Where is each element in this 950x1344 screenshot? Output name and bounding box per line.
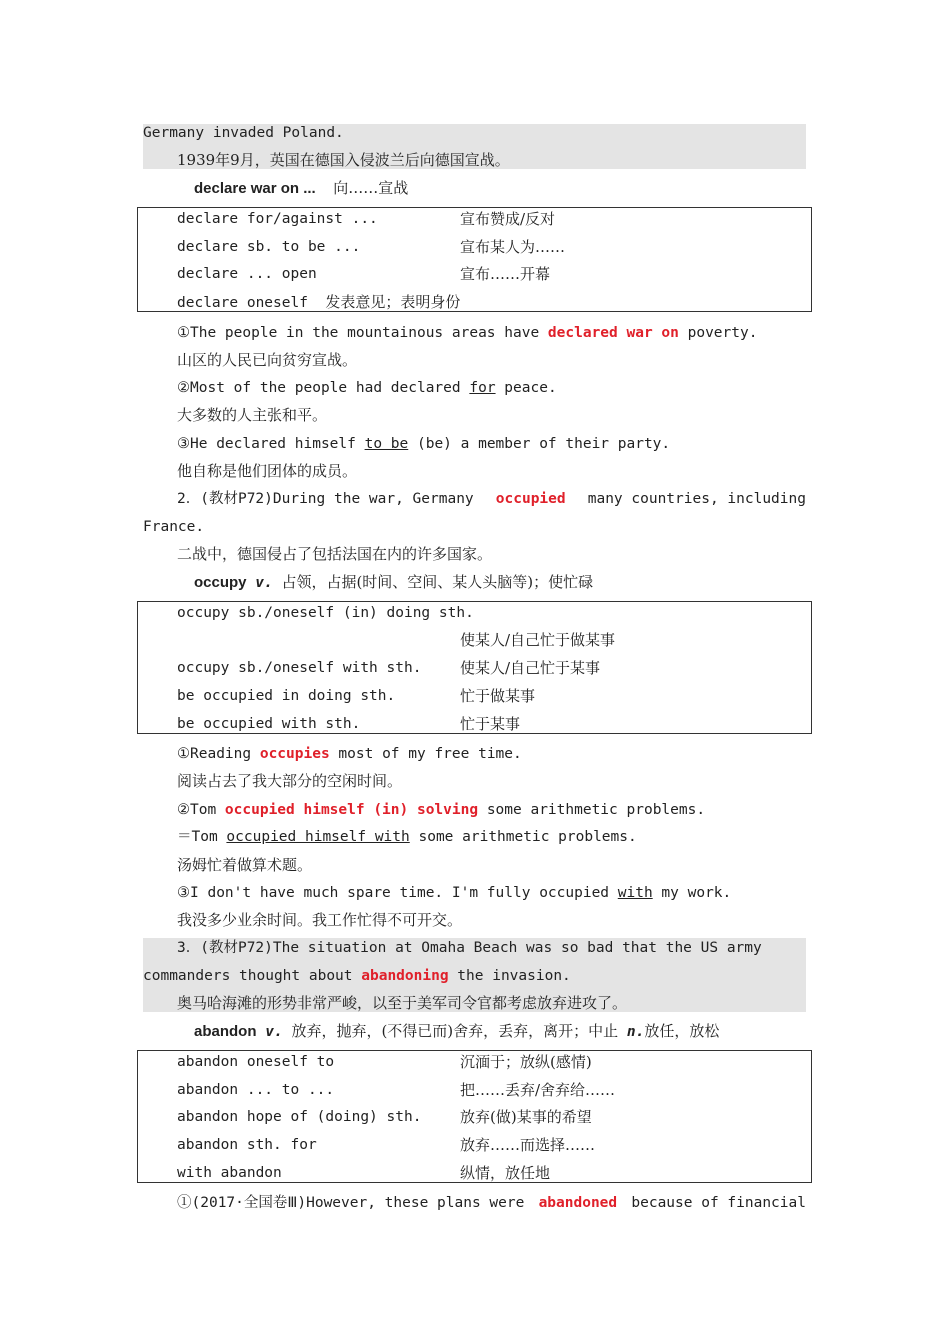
sentence-fragment: ①The people in the mountainous areas have <box>177 325 548 341</box>
sentence-fragment: peace. <box>495 380 557 396</box>
example-translation: 阅读占去了我大部分的空闲时间。 <box>177 772 403 790</box>
item-2-translation: 二战中，德国侵占了包括法国在内的许多国家。 <box>177 545 493 563</box>
highlight: declared war on <box>547 325 679 341</box>
example-sentence <box>177 1193 806 1213</box>
box-meaning: 放弃……而选择…… <box>460 1136 596 1154</box>
phrase-meaning: 向……宣战 <box>333 179 409 197</box>
box-phrase: with abandon <box>177 1165 282 1181</box>
headword: abandon <box>194 1023 257 1040</box>
sentence-fragment: ②Tom <box>177 802 225 818</box>
blank-answer: occupied himself with <box>226 829 410 845</box>
box-meaning: 忙于做某事 <box>460 687 536 705</box>
highlight: occupies <box>259 746 330 762</box>
box-phrase: declare ... open <box>177 266 317 282</box>
sentence-fragment: poverty. <box>678 325 758 341</box>
box-meaning: 使某人/自己忙于做某事 <box>460 631 616 649</box>
part-of-speech: v. <box>255 575 273 591</box>
blank-answer: with <box>617 885 653 901</box>
sentence-fragment: most of my free time. <box>329 746 522 762</box>
sentence-fragment: some arithmetic problems. <box>478 802 706 818</box>
word-meaning: 放任，放松 <box>644 1022 720 1040</box>
box-meaning: 沉湎于；放纵(感情) <box>460 1053 592 1071</box>
example-sentence <box>177 800 705 820</box>
box-meaning: 忙于某事 <box>460 715 521 733</box>
part-of-speech: n. <box>626 1024 645 1040</box>
sentence-fragment: my work. <box>652 885 732 901</box>
sentence-fragment: ③I don't have much spare time. I'm fully occupied <box>177 885 618 901</box>
example-sentence <box>177 744 522 764</box>
sentence-fragment: (be) a member of their party. <box>408 436 671 452</box>
box-meaning: 把……丢弃/舍弃给…… <box>460 1081 616 1099</box>
example-sentence <box>177 883 731 903</box>
box-meaning: 宣布赞成/反对 <box>460 210 556 228</box>
sentence-fragment: ①Reading <box>177 746 260 762</box>
box-phrase: abandon hope of (doing) sth. <box>177 1109 422 1125</box>
sentence-fragment: ③He declared himself <box>177 436 365 452</box>
box-phrase: be occupied with sth. <box>177 716 361 732</box>
example-sentence <box>177 827 637 847</box>
phrase-keyword: declare war on ... <box>194 180 316 197</box>
box-meaning: 发表意见；表明身份 <box>325 293 461 311</box>
example-sentence <box>177 434 670 454</box>
highlight: abandoned <box>538 1195 618 1211</box>
blank-answer: to be <box>364 436 409 452</box>
item-2-continuation: France. <box>143 519 205 535</box>
sentence-fragment: the invasion. <box>448 968 571 984</box>
box-phrase: abandon ... to ... <box>177 1082 335 1098</box>
sentence-fragment: because of financial <box>622 1195 806 1211</box>
part-of-speech: v. <box>265 1024 283 1040</box>
item-3-sentence: 3．(教材P72)The situation at Omaha Beach was so bad that the US army <box>177 940 762 956</box>
sentence-fragment: 2．(教材P72)During the war, Germany <box>177 491 483 507</box>
box-phrase: be occupied in doing sth. <box>177 688 396 704</box>
item-2-sentence <box>177 489 806 509</box>
intro-english: Germany invaded Poland. <box>143 125 344 141</box>
box-phrase-row <box>177 292 460 312</box>
example-translation: 我没多少业余时间。我工作忙得不可开交。 <box>177 911 463 929</box>
highlight: occupied himself (in) solving <box>224 802 479 818</box>
word-meaning: 占领，占据(时间、空间、某人头脑等)；使忙碌 <box>281 573 594 591</box>
highlight: abandoning <box>361 968 449 984</box>
example-translation: 他自称是他们团体的成员。 <box>177 462 358 480</box>
box-phrase: abandon oneself to <box>177 1054 335 1070</box>
sentence-fragment: many countries, including <box>579 491 806 507</box>
box-meaning: 宣布某人为…… <box>460 238 566 256</box>
phrase-heading <box>194 178 408 198</box>
box-phrase: abandon sth. for <box>177 1137 317 1153</box>
box-phrase: occupy sb./oneself with sth. <box>177 660 422 676</box>
box-meaning: 纵情，放任地 <box>460 1164 551 1182</box>
sentence-fragment: some arithmetic problems. <box>409 829 637 845</box>
box-meaning: 使某人/自己忙于某事 <box>460 659 601 677</box>
word-heading <box>194 572 593 592</box>
item-3-translation: 奥马哈海滩的形势非常严峻，以至于美军司令官都考虑放弃进攻了。 <box>177 994 628 1012</box>
headword: occupy <box>194 574 247 591</box>
sentence-fragment: ②Most of the people had declared <box>177 380 470 396</box>
sentence-fragment: commanders thought about <box>143 968 362 984</box>
sentence-fragment: ①(2017·全国卷Ⅲ)However, these plans were <box>177 1195 534 1211</box>
box-phrase: declare oneself <box>177 295 308 311</box>
word-heading <box>194 1021 719 1041</box>
highlight: occupied <box>495 491 566 507</box>
item-3-continuation <box>143 966 571 986</box>
example-sentence <box>177 323 757 343</box>
box-phrase: occupy sb./oneself (in) doing sth. <box>177 605 474 621</box>
box-phrase: declare sb. to be ... <box>177 239 361 255</box>
example-translation: 汤姆忙着做算术题。 <box>177 856 313 874</box>
example-translation: 山区的人民已向贫穷宣战。 <box>177 351 358 369</box>
box-meaning: 宣布……开幕 <box>460 265 551 283</box>
example-translation: 大多数的人主张和平。 <box>177 406 328 424</box>
blank-answer: for <box>469 380 496 396</box>
example-sentence <box>177 378 557 398</box>
box-phrase: declare for/against ... <box>177 211 378 227</box>
word-meaning: 放弃，抛弃，(不得已而)舍弃，丢弃，离开；中止 <box>291 1022 619 1040</box>
intro-translation: 1939年9月，英国在德国入侵波兰后向德国宣战。 <box>177 151 510 169</box>
sentence-fragment: ＝Tom <box>177 829 227 845</box>
box-meaning: 放弃(做)某事的希望 <box>460 1108 592 1126</box>
